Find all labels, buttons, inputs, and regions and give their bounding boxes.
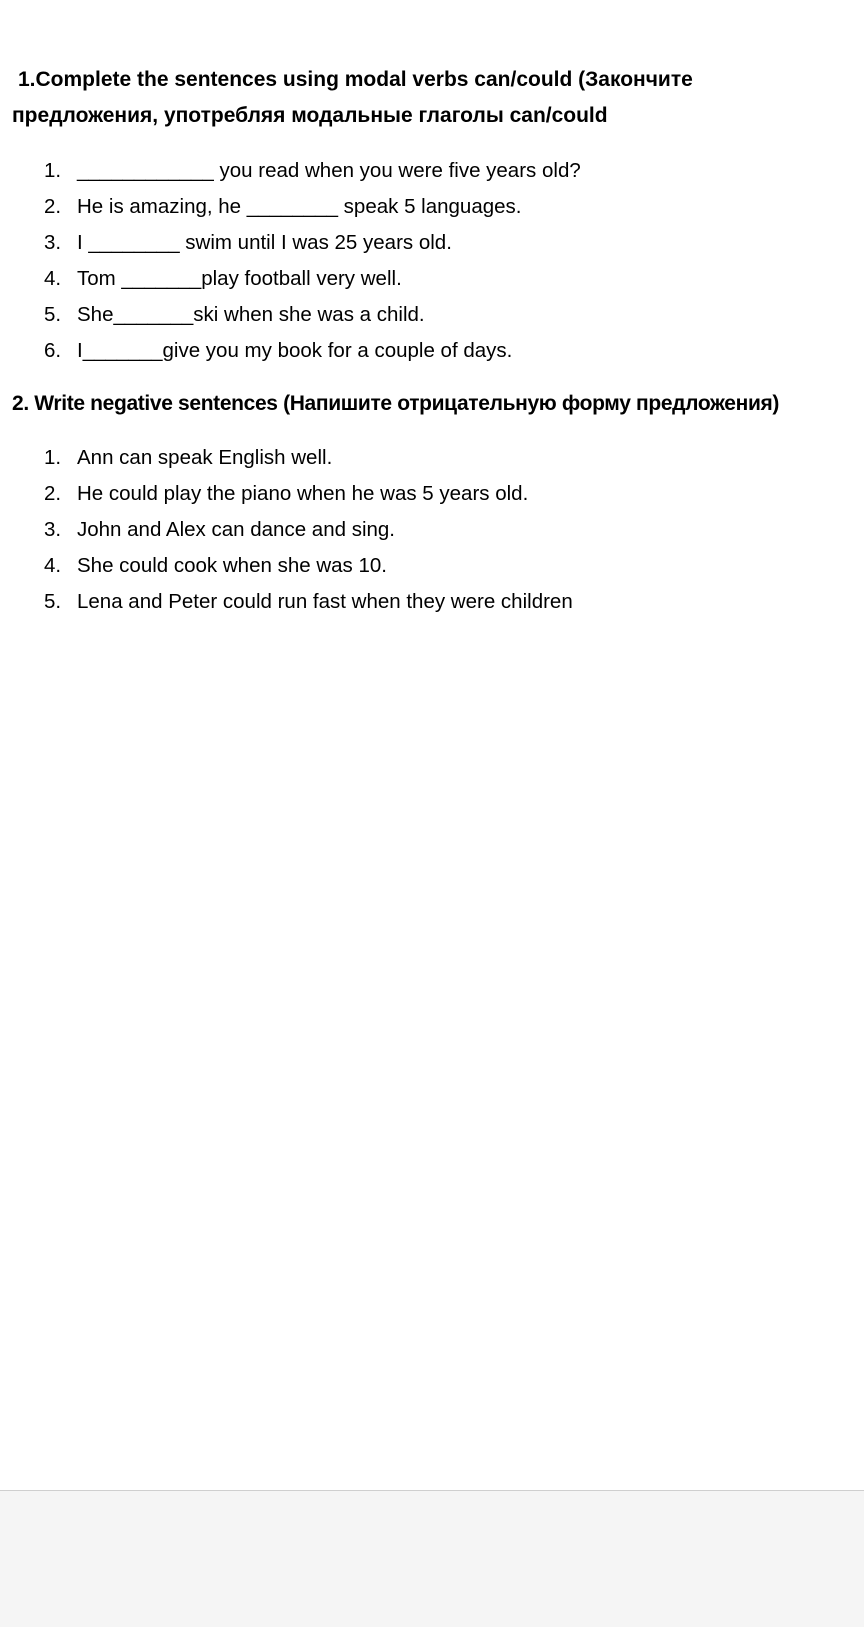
item-number: 5. — [44, 303, 62, 326]
item-number: 1. — [44, 446, 62, 469]
item-number: 2. — [44, 482, 62, 505]
item-text: John and Alex can dance and sing. — [77, 518, 395, 541]
item-number: 3. — [44, 518, 62, 541]
page-bottom-area — [0, 1490, 864, 1627]
item-number: 5. — [44, 590, 62, 613]
section1-heading-line1: 1.Complete the sentences using modal verbs can/could (Закончите — [18, 68, 693, 91]
item-text: ____________ you read when you were five years old? — [77, 159, 581, 182]
item-number: 6. — [44, 339, 62, 362]
item-text: Lena and Peter could run fast when they were children — [77, 590, 573, 613]
section2-heading: 2. Write negative sentences (Напишите отрицательную форму предложения) — [12, 392, 780, 415]
item-number: 3. — [44, 231, 62, 254]
item-text: She_______ski when she was a child. — [77, 303, 425, 326]
item-number: 4. — [44, 267, 62, 290]
item-number: 1. — [44, 159, 62, 182]
section1-heading-line2: предложения, употребляя модальные глаголы can/could — [12, 104, 608, 127]
item-text: He could play the piano when he was 5 years old. — [77, 482, 529, 505]
item-text: I_______give you my book for a couple of days. — [77, 339, 513, 362]
item-text: She could cook when she was 10. — [77, 554, 387, 577]
section1-heading — [12, 62, 852, 134]
item-text: He is amazing, he ________ speak 5 languages. — [77, 195, 522, 218]
item-text: Ann can speak English well. — [77, 446, 333, 469]
item-number: 4. — [44, 554, 62, 577]
item-number: 2. — [44, 195, 62, 218]
item-text: Tom _______play football very well. — [77, 267, 402, 290]
item-text: I ________ swim until I was 25 years old. — [77, 231, 452, 254]
